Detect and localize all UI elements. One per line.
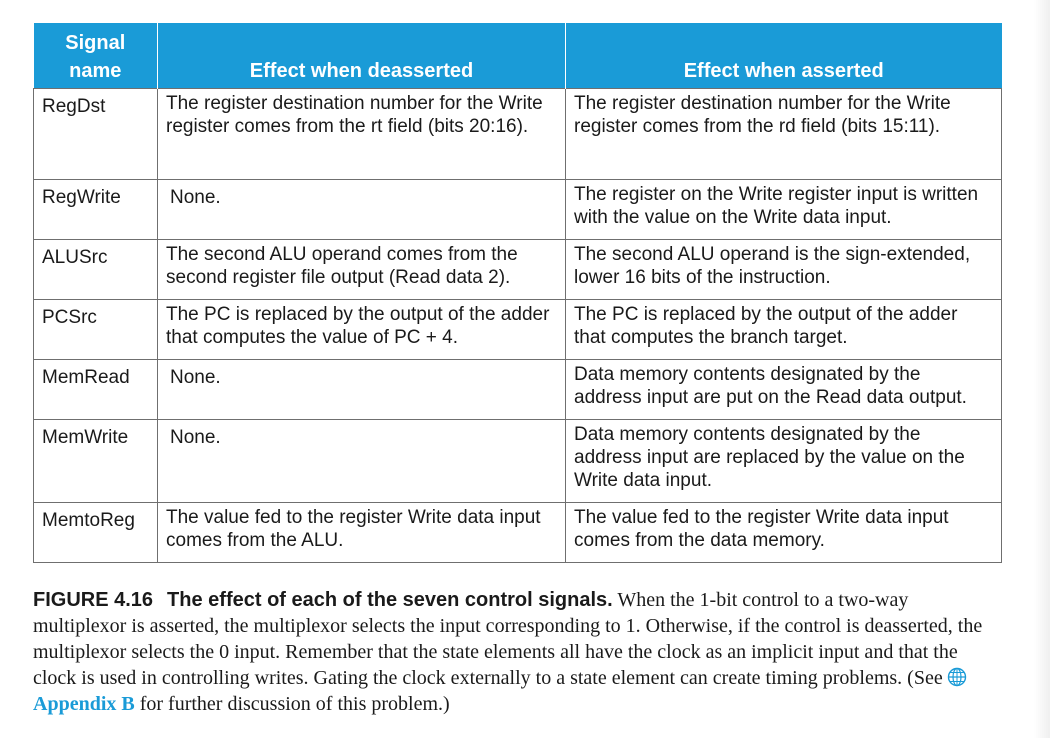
signal-name-cell: RegDst [34,89,158,180]
table-row [34,360,1002,420]
control-signals-table [33,23,1002,563]
header-signal-line1: Signal [65,32,126,54]
appendix-b-link[interactable]: Appendix B [33,693,135,715]
signal-name-cell: MemtoReg [34,503,158,563]
asserted-cell: The PC is replaced by the output of the adder that computes the branch target. [566,300,1002,360]
table-header-row [34,23,1002,89]
table-row [34,420,1002,503]
deasserted-cell: The register destination number for the Write register comes from the rt field (bits 20:16). [158,89,566,180]
table-row [34,503,1002,563]
deasserted-cell: The PC is replaced by the output of the adder that computes the value of PC + 4. [158,300,566,360]
header-asserted: Effect when asserted [566,23,1002,89]
asserted-cell: The value fed to the register Write data input comes from the data memory. [566,503,1002,563]
signal-name-cell: MemRead [34,360,158,420]
deasserted-cell: The second ALU operand comes from the second register file output (Read data 2). [158,240,566,300]
table-row [34,180,1002,240]
signal-name-cell: PCSrc [34,300,158,360]
deasserted-cell: The value fed to the register Write data input comes from the ALU. [158,503,566,563]
table-row [34,89,1002,180]
figure-title: The effect of each of the seven control signals. [167,589,613,611]
deasserted-cell: None. [158,180,566,240]
signal-name-cell: ALUSrc [34,240,158,300]
deasserted-cell: None. [158,360,566,420]
header-signal-name [34,23,158,89]
asserted-cell: Data memory contents designated by the address input are put on the Read data output. [566,360,1002,420]
caption-tail: for further discussion of this problem.) [139,693,450,715]
asserted-cell: The register on the Write register input is written with the value on the Write data input. [566,180,1002,240]
globe-icon [947,667,967,687]
header-deasserted: Effect when deasserted [158,23,566,89]
caption-body: When the 1-bit control to a two-way multiplexor is asserted, the multiplexor selects the input corresponding to 1. Otherwise, if the control is deasserted, the multiplexor selects the 0 input. Remember that the state elements all have the clock as an implicit input and that the clock is used in controlling writes. Gating the clock externally to a state element can create timing problems. (See [33,589,983,689]
deasserted-cell: None. [158,420,566,503]
figure-label: FIGURE 4.16 [33,589,154,611]
table-row [34,300,1002,360]
signal-name-cell: RegWrite [34,180,158,240]
asserted-cell: The register destination number for the Write register comes from the rd field (bits 15:11). [566,89,1002,180]
signal-name-cell: MemWrite [34,420,158,503]
figure-caption [33,587,1003,717]
header-signal-line2: name [69,60,122,82]
page-edge [1034,0,1050,738]
asserted-cell: The second ALU operand is the sign-extended, lower 16 bits of the instruction. [566,240,1002,300]
asserted-cell: Data memory contents designated by the address input are replaced by the value on the Write data input. [566,420,1002,503]
table-row [34,240,1002,300]
